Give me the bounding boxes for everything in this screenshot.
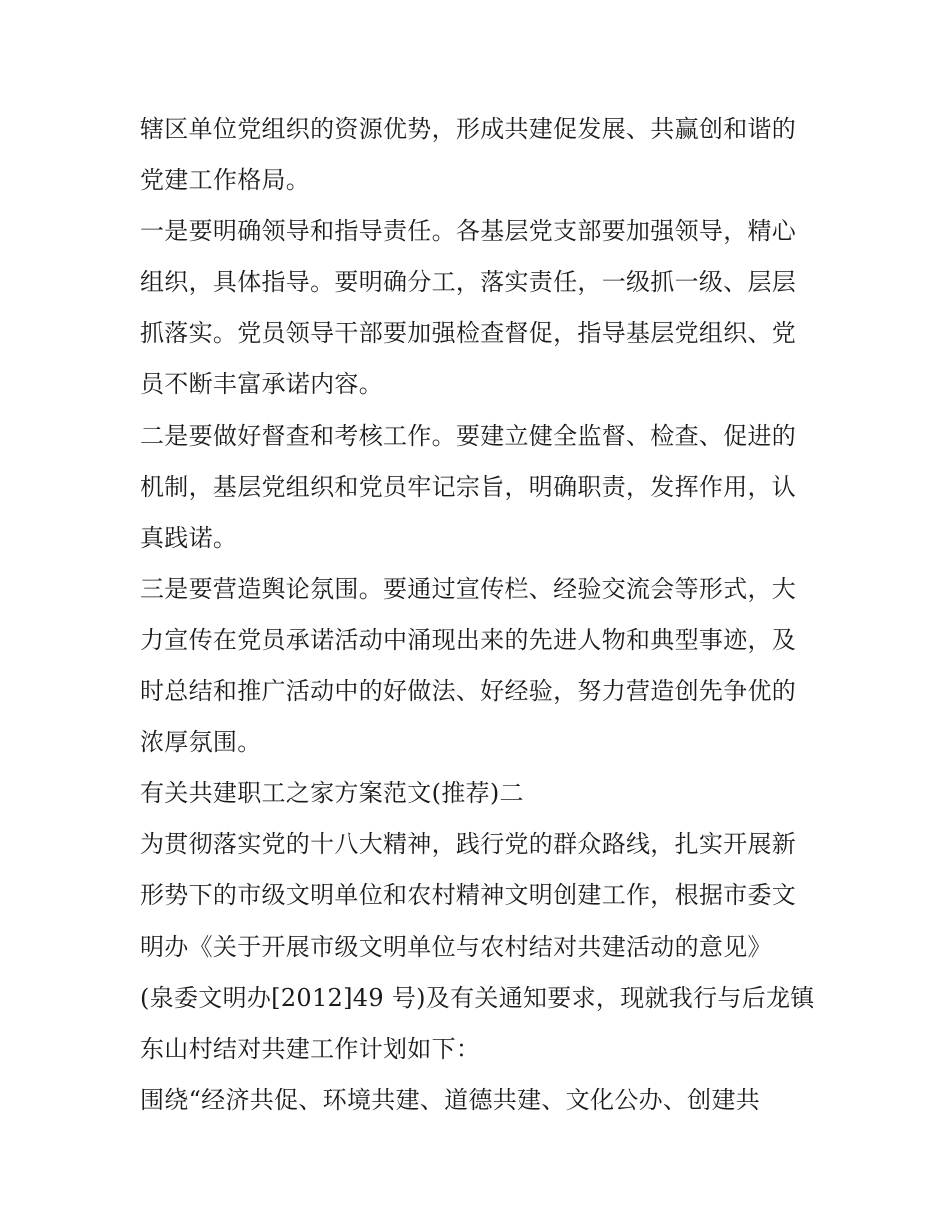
text-line: 辖区单位党组织的资源优势，形成共建促发展、共赢创和谐的 — [140, 115, 797, 143]
text-line: 形势下的市级文明单位和农村精神文明创建工作，根据市委文 — [140, 881, 797, 910]
text-line: 时总结和推广活动中的好做法、好经验，努力营造创先争优的 — [140, 677, 797, 706]
text-line: 东山村结对共建工作计划如下： — [140, 1034, 481, 1063]
text-line: 机制，基层党组织和党员牢记宗旨，明确职责，发挥作用，认 — [140, 472, 797, 501]
section-heading: 有关共建职工之家方案范文(推荐)二 — [140, 779, 524, 808]
text-line: 组织，具体指导。要明确分工，落实责任，一级抓一级、层层 — [140, 268, 797, 297]
text-line: 二是要做好督查和考核工作。要建立健全监督、检查、促进的 — [140, 421, 797, 450]
text-line: 一是要明确领导和指导责任。各基层党支部要加强领导，精心 — [140, 217, 797, 246]
text-line: 浓厚氛围。 — [140, 728, 262, 757]
text-line: 为贯彻落实党的十八大精神，践行党的群众路线，扎实开展新 — [140, 830, 797, 859]
text-line: 真践诺。 — [140, 523, 238, 552]
text-line: 力宣传在党员承诺活动中涌现出来的先进人物和典型事迹，及 — [140, 625, 797, 654]
text-line: 三是要营造舆论氛围。要通过宣传栏、经验交流会等形式，大 — [140, 574, 797, 603]
text-line: 明办《关于开展市级文明单位与农村结对共建活动的意见》 — [140, 932, 772, 961]
text-line: 抓落实。党员领导干部要加强检查督促，指导基层党组织、党 — [140, 319, 797, 348]
text-line: (泉委文明办[2012]49 号)及有关通知要求，现就我行与后龙镇 — [140, 983, 815, 1012]
text-line: 围绕“经济共促、环境共建、道德共建、文化公办、创建共 — [140, 1085, 761, 1114]
text-line: 员不断丰富承诺内容。 — [140, 370, 383, 399]
body-text — [140, 104, 820, 1126]
text-line: 党建工作格局。 — [140, 166, 311, 195]
